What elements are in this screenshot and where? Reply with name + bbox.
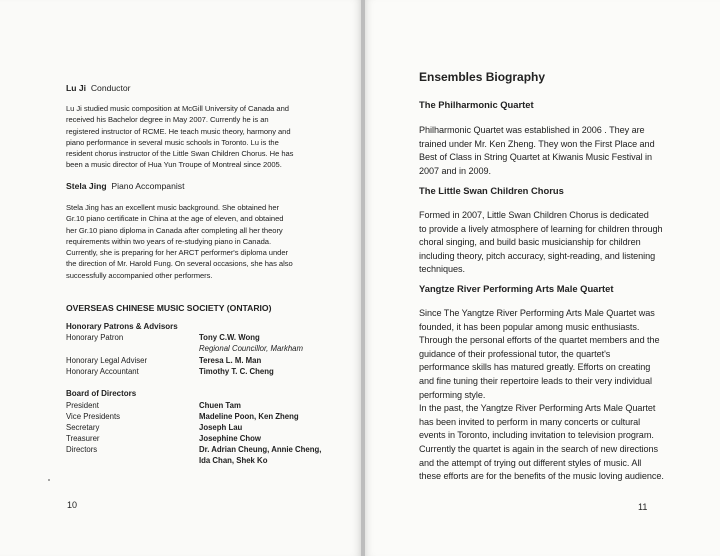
board-heading: Board of Directors <box>66 389 137 398</box>
body-line: Best of Class in String Quartet at Kiwanis Music Festival in <box>419 152 653 163</box>
patrons-heading: Honorary Patrons & Advisors <box>66 322 178 331</box>
patron-person: Timothy T. C. Cheng <box>199 367 274 376</box>
bio-line: the direction of Mr. Harold Fung. On several occasions, she has also <box>66 259 293 269</box>
society-title: OVERSEAS CHINESE MUSIC SOCIETY (ONTARIO) <box>66 303 272 313</box>
body-line: these efforts are for the benefits of the music loving audience. <box>419 471 664 482</box>
bio-line: been a music director of Hua Yun Troupe of Montreal since 2005. <box>66 160 282 170</box>
section-heading: Yangtze River Performing Arts Male Quartet <box>419 283 614 294</box>
board-role: Treasurer <box>66 434 100 443</box>
body-line: trained under Mr. Ken Zheng. They won the First Place and <box>419 138 655 149</box>
board-role: Secretary <box>66 423 100 432</box>
scan-speck <box>48 479 50 481</box>
patron-role: Honorary Legal Adviser <box>66 356 148 365</box>
patron-title: Regional Councillor, Markham <box>199 344 304 353</box>
body-line: choral singing, and build basic musicianship for children <box>419 237 641 248</box>
bio-line: Stela Jing has an excellent music background. She obtained her <box>66 203 280 212</box>
body-line: performance skills has matured greatly. Efforts on creating <box>419 362 651 373</box>
body-line: and fine tuning their repertoire leads to their very individual <box>419 375 652 386</box>
bio-line: Gr.10 piano certificate in China at the age of eleven, and obtained <box>66 214 284 224</box>
board-role: Directors <box>66 445 98 454</box>
conductor-name-line <box>66 83 341 94</box>
body-line: In the past, the Yangtze River Performing Arts Male Quartet <box>419 403 656 414</box>
board-role: Vice Presidents <box>66 412 121 421</box>
board-role: President <box>66 401 99 410</box>
board-person: Chuen Tam <box>199 401 241 410</box>
board-person: Madeline Poon, Ken Zheng <box>199 412 299 421</box>
section-body <box>419 124 709 178</box>
bio-line: Lu Ji studied music composition at McGill University of Canada and <box>66 104 289 113</box>
body-line: Formed in 2007, Little Swan Children Chorus is dedicated <box>419 210 649 220</box>
patron-person: Tony C.W. Wong <box>199 333 260 342</box>
board-person: Joseph Lau <box>199 423 243 432</box>
conductor-role: Conductor <box>90 83 131 93</box>
ensembles-title: Ensembles Biography <box>419 70 546 84</box>
left-page-number: 10 <box>67 500 78 510</box>
patron-person: Teresa L. M. Man <box>199 356 262 365</box>
bio-line: received his Bachelor degree in May 2007. Currently he is an <box>66 115 269 125</box>
body-line: founded, it has been popular among music enthusiasts. <box>419 321 640 332</box>
bio-line: successfully accompanied other performers. <box>66 270 213 280</box>
patron-role: Honorary Patron <box>66 333 124 342</box>
body-line: including theory, pitch accuracy, sight-reading, and listening <box>419 250 656 261</box>
board-person: Dr. Adrian Cheung, Annie Cheng, <box>199 445 322 454</box>
body-line: has been invited to perform in many concerts or cultural <box>419 416 641 427</box>
bio-line: resident chorus instructor of the Little Swan Children Chorus. He has <box>66 149 294 159</box>
body-line: performing style. <box>419 389 486 400</box>
section-body <box>419 307 709 484</box>
board-person: Ida Chan, Shek Ko <box>199 456 268 465</box>
board-person: Josephine Chow <box>199 434 261 443</box>
bio-line: registered instructor of RCME. He teach music theory, harmony and <box>66 126 291 136</box>
body-line: and the attempt of trying out different styles of music. All <box>419 457 642 468</box>
right-page-number: 11 <box>638 502 648 512</box>
section-body <box>419 209 709 277</box>
bio-line: requirements within two years of re-studying piano in Canada. <box>66 236 272 246</box>
body-line: Philharmonic Quartet was established in 2006 . They are <box>419 125 645 135</box>
body-line: 2007 and in 2009. <box>419 165 491 176</box>
accompanist-bio <box>66 202 341 281</box>
body-line: techniques. <box>419 264 465 275</box>
section-heading: The Philharmonic Quartet <box>419 99 534 110</box>
conductor-name: Lu Ji <box>66 83 87 93</box>
body-line: to provide a lively atmosphere of learning for children through <box>419 223 663 234</box>
body-line: guidance of their professional tutor, the quartet's <box>419 348 611 359</box>
section-heading: The Little Swan Children Chorus <box>419 185 564 196</box>
accompanist-name-line <box>66 181 341 192</box>
accompanist-name: Stela Jing <box>66 181 107 191</box>
bio-line: Currently, she is preparing for her ARCT performer's diploma under <box>66 248 288 258</box>
bio-line: her Gr.10 piano diploma in Canada after completing all her theory <box>66 225 283 235</box>
accompanist-role: Piano Accompanist <box>111 181 185 191</box>
body-line: Currently the quartet is again in the search of new directions <box>419 443 659 454</box>
body-line: events in Toronto, including invitation to television program. <box>419 430 654 441</box>
conductor-bio <box>66 103 341 171</box>
bio-line: piano performance in several music schools in Toronto. Lu is the <box>66 137 279 147</box>
body-line: Through the personal efforts of the quartet members and the <box>419 335 660 346</box>
page-gutter <box>361 0 365 556</box>
patron-role: Honorary Accountant <box>66 367 139 376</box>
body-line: Since The Yangtze River Performing Arts Male Quartet was <box>419 308 655 318</box>
